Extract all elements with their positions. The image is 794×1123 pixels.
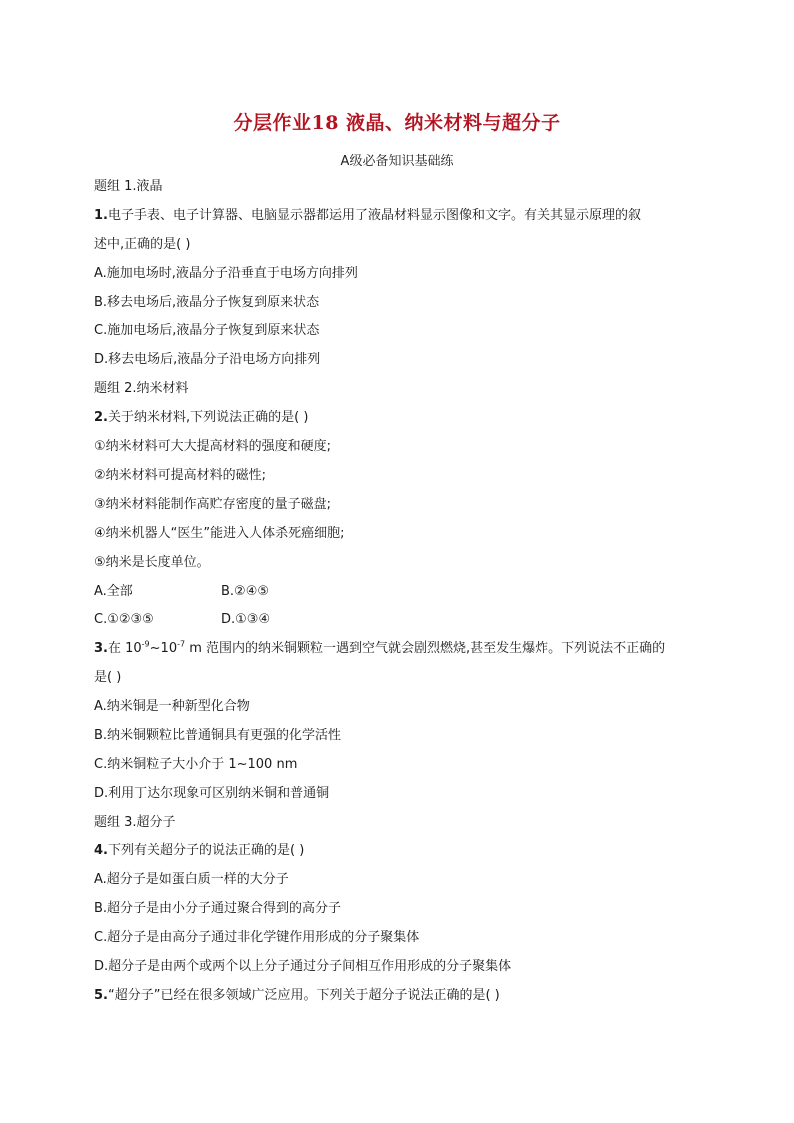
exponent-1: -9 [141, 639, 150, 649]
question-2-item-3: ③纳米材料能制作高贮存密度的量子磁盘; [94, 497, 332, 512]
question-number: 4. [94, 843, 108, 858]
question-2-item-2: ②纳米材料可提高材料的磁性; [94, 468, 267, 483]
question-2-option-c: C.①②③⑤ [94, 612, 154, 627]
question-1-option-a: A.施加电场时,液晶分子沿垂直于电场方向排列 [94, 266, 358, 281]
question-2-option-a: A.全部 [94, 584, 133, 599]
question-4-option-b: B.超分子是由小分子通过聚合得到的高分子 [94, 901, 342, 916]
question-5-stem [94, 987, 500, 1005]
question-3-mid: ~10 [149, 641, 178, 656]
question-4-option-c: C.超分子是由高分子通过非化学键作用形成的分子聚集体 [94, 930, 420, 945]
question-3-option-d: D.利用丁达尔现象可区别纳米铜和普通铜 [94, 786, 330, 801]
question-4-option-a: A.超分子是如蛋白质一样的大分子 [94, 872, 289, 887]
question-2-stem [94, 409, 308, 427]
question-5-stem-text: “超分子”已经在很多领域广泛应用。下列关于超分子说法正确的是( ) [107, 988, 500, 1003]
question-number: 1. [94, 208, 108, 223]
question-4-stem [94, 842, 304, 860]
group-heading-2: 题组 2.纳米材料 [94, 381, 189, 396]
exponent-2: -7 [177, 639, 186, 649]
question-3-post: m 范围内的纳米铜颗粒一遇到空气就会剧烈燃烧,甚至发生爆炸。下列说法不正确的 [185, 641, 666, 656]
question-number: 5. [94, 988, 108, 1003]
group-heading-3: 题组 3.超分子 [94, 815, 176, 830]
question-3-option-c: C.纳米铜粒子大小介于 1~100 nm [94, 757, 298, 772]
question-1-stem-line-2: 述中,正确的是( ) [94, 237, 191, 252]
question-2-item-1: ①纳米材料可大大提高材料的强度和硬度; [94, 439, 332, 454]
question-4-stem-text: 下列有关超分子的说法正确的是( ) [107, 843, 305, 858]
question-1-line-1 [94, 207, 641, 225]
question-3-option-b: B.纳米铜颗粒比普通铜具有更强的化学活性 [94, 728, 342, 743]
question-number: 3. [94, 641, 108, 656]
question-1-option-c: C.施加电场后,液晶分子恢复到原来状态 [94, 323, 320, 338]
question-2-option-b: B.②④⑤ [221, 584, 270, 599]
question-3-option-a: A.纳米铜是一种新型化合物 [94, 699, 250, 714]
question-2-options-row-1 [94, 583, 270, 601]
section-subtitle: A级必备知识基础练 [340, 154, 454, 169]
question-3-line-1 [94, 640, 665, 658]
question-4-option-d: D.超分子是由两个或两个以上分子通过分子间相互作用形成的分子聚集体 [94, 959, 512, 974]
question-3-stem-line-2: 是( ) [94, 670, 122, 685]
question-1-option-b: B.移去电场后,液晶分子恢复到原来状态 [94, 295, 320, 310]
question-2-item-5: ⑤纳米是长度单位。 [94, 555, 210, 570]
question-2-stem-text: 关于纳米材料,下列说法正确的是( ) [107, 410, 309, 425]
question-1-stem-line-1: 电子手表、电子计算器、电脑显示器都运用了液晶材料显示图像和文字。有关其显示原理的叙 [107, 208, 641, 223]
question-number: 2. [94, 410, 108, 425]
page-title: 分层作业18 液晶、纳米材料与超分子 [233, 112, 561, 134]
question-2-option-d: D.①③④ [221, 612, 271, 627]
question-1-option-d: D.移去电场后,液晶分子沿电场方向排列 [94, 352, 321, 367]
group-heading-1: 题组 1.液晶 [94, 179, 163, 194]
question-2-item-4: ④纳米机器人“医生”能进入人体杀死癌细胞; [94, 526, 345, 541]
question-3-pre: 在 10 [107, 641, 142, 656]
question-2-options-row-2 [94, 611, 271, 629]
